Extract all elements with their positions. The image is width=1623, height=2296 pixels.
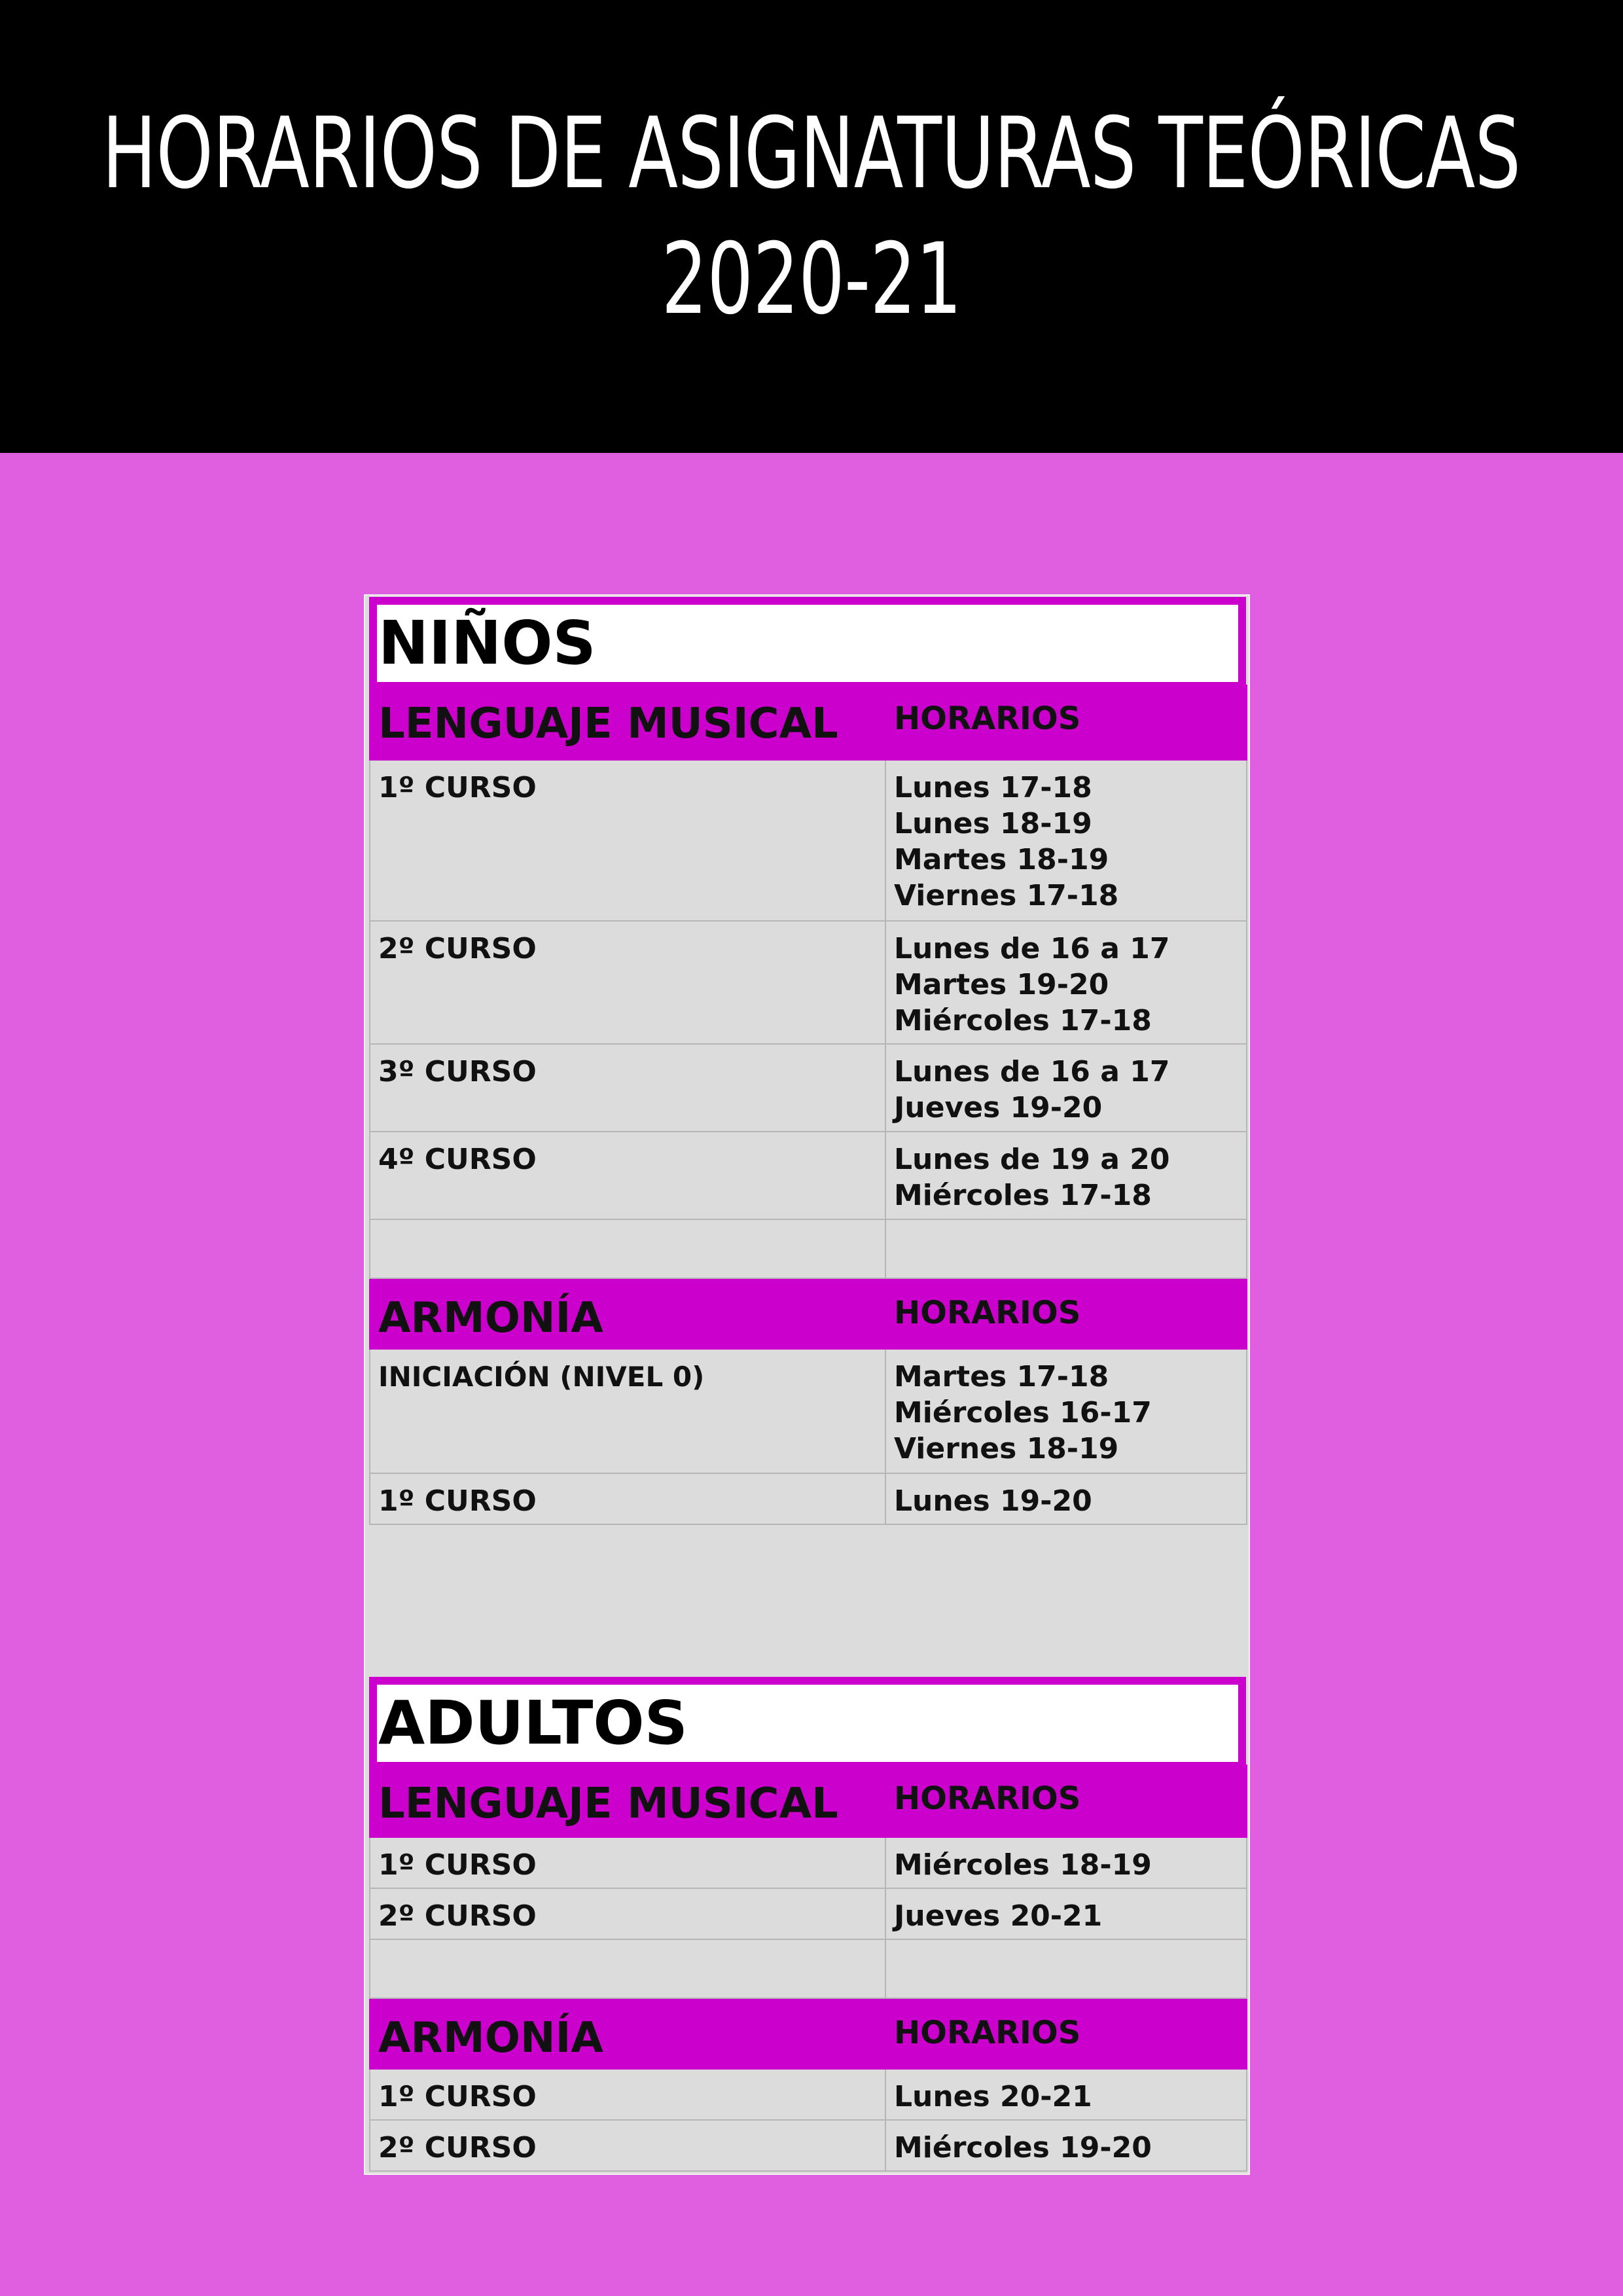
ninos-block (369, 597, 1246, 1525)
time-slot: Lunes de 16 a 17 (894, 932, 1170, 965)
time-slot: Miércoles 18-19 (894, 1848, 1152, 1882)
times-cell (885, 760, 1247, 921)
time-slot: Miércoles 16-17 (894, 1396, 1152, 1429)
adultos-lenguaje-table (369, 1765, 1247, 1999)
course-cell: 2º CURSO (370, 921, 885, 1044)
table-header-row (370, 1280, 1247, 1349)
adultos-section-title (369, 1677, 1246, 1765)
table-row (370, 2069, 1247, 2120)
empty-row (370, 1939, 1247, 1998)
table-row (370, 2120, 1247, 2171)
time-slot: Jueves 19-20 (894, 1091, 1103, 1124)
time-slot: Viernes 18-19 (894, 1432, 1119, 1465)
schedule-panel (364, 594, 1250, 2175)
course-cell: 1º CURSO (370, 1473, 885, 1524)
subject-header: ARMONÍA (370, 1280, 885, 1349)
time-slot: Lunes 18-19 (894, 807, 1092, 840)
time-slot: Lunes 19-20 (894, 1484, 1092, 1518)
table-header-row (370, 1765, 1247, 1837)
times-cell (885, 1837, 1247, 1888)
table-header-row (370, 685, 1247, 760)
times-cell (885, 1132, 1247, 1219)
time-slot: Viernes 17-18 (894, 879, 1119, 912)
ninos-armonia-table (369, 1279, 1247, 1525)
adultos-armonia-table (369, 1999, 1247, 2172)
course-cell: 4º CURSO (370, 1132, 885, 1219)
times-cell (885, 1473, 1247, 1524)
schedule-header: HORARIOS (885, 2000, 1247, 2069)
table-row (370, 921, 1247, 1044)
page-header (0, 0, 1623, 453)
table-row (370, 1473, 1247, 1524)
time-slot: Miércoles 17-18 (894, 1004, 1152, 1037)
course-cell: 2º CURSO (370, 1888, 885, 1939)
schedule-header: HORARIOS (885, 685, 1247, 760)
time-slot: Lunes de 19 a 20 (894, 1143, 1170, 1176)
table-row (370, 1044, 1247, 1132)
times-cell (885, 921, 1247, 1044)
table-row (370, 1837, 1247, 1888)
course-cell: 1º CURSO (370, 2069, 885, 2120)
subject-header: ARMONÍA (370, 2000, 885, 2069)
empty-cell (885, 1219, 1247, 1278)
course-cell: 3º CURSO (370, 1044, 885, 1132)
table-row (370, 1349, 1247, 1473)
table-row (370, 1888, 1247, 1939)
schedule-header: HORARIOS (885, 1280, 1247, 1349)
time-slot: Martes 18-19 (894, 843, 1109, 876)
subject-header: LENGUAJE MUSICAL (370, 1765, 885, 1837)
table-header-row (370, 2000, 1247, 2069)
adultos-block (369, 1677, 1246, 2172)
times-cell (885, 1044, 1247, 1132)
times-cell (885, 2120, 1247, 2171)
times-cell (885, 2069, 1247, 2120)
page-subtitle-year: 2020-21 (661, 223, 962, 336)
adultos-title: ADULTOS (377, 1685, 1238, 1762)
course-cell: 1º CURSO (370, 1837, 885, 1888)
empty-row (370, 1219, 1247, 1278)
time-slot: Jueves 20-21 (894, 1899, 1103, 1933)
course-cell: 2º CURSO (370, 2120, 885, 2171)
empty-cell (370, 1219, 885, 1278)
time-slot: Lunes de 16 a 17 (894, 1055, 1170, 1088)
table-row (370, 1132, 1247, 1219)
time-slot: Martes 17-18 (894, 1360, 1109, 1393)
times-cell (885, 1888, 1247, 1939)
time-slot: Lunes 17-18 (894, 771, 1092, 804)
course-cell: INICIACIÓN (NIVEL 0) (370, 1349, 885, 1473)
ninos-title: NIÑOS (377, 605, 1238, 682)
course-cell: 1º CURSO (370, 760, 885, 921)
ninos-section-title (369, 597, 1246, 685)
times-cell (885, 1349, 1247, 1473)
page-title: HORARIOS DE ASIGNATURAS TEÓRICAS (102, 97, 1521, 211)
time-slot: Lunes 20-21 (894, 2080, 1092, 2113)
table-row (370, 760, 1247, 921)
schedule-header: HORARIOS (885, 1765, 1247, 1837)
time-slot: Miércoles 19-20 (894, 2131, 1152, 2164)
time-slot: Martes 19-20 (894, 968, 1109, 1001)
empty-cell (370, 1939, 885, 1998)
subject-header: LENGUAJE MUSICAL (370, 685, 885, 760)
time-slot: Miércoles 17-18 (894, 1179, 1152, 1212)
ninos-lenguaje-table (369, 685, 1247, 1279)
empty-cell (885, 1939, 1247, 1998)
